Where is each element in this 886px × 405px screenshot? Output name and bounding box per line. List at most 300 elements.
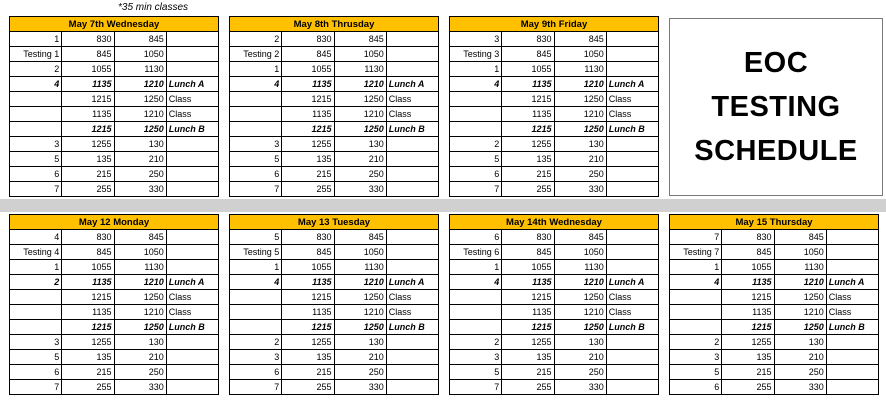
end-time-cell: 1210: [554, 305, 606, 320]
lunch-cell: [386, 260, 438, 275]
schedule-table: [669, 214, 879, 395]
schedule-row: [670, 245, 879, 260]
period-cell: 6: [450, 167, 502, 182]
start-time-cell: 1135: [62, 275, 114, 290]
lunch-cell: [826, 365, 878, 380]
lunch-cell: [386, 230, 438, 245]
lunch-cell: [386, 137, 438, 152]
period-cell: [450, 122, 502, 137]
end-time-cell: 1050: [114, 245, 166, 260]
lunch-cell: Lunch A: [826, 275, 878, 290]
schedule-row: [10, 77, 219, 92]
end-time-cell: 1050: [554, 47, 606, 62]
end-time-cell: 1250: [334, 92, 386, 107]
period-cell: [670, 290, 722, 305]
lunch-cell: [166, 152, 218, 167]
end-time-cell: 1210: [334, 107, 386, 122]
period-cell: 2: [450, 335, 502, 350]
start-time-cell: 845: [282, 245, 334, 260]
schedule-row: [10, 137, 219, 152]
lunch-cell: [606, 152, 658, 167]
lunch-cell: [166, 47, 218, 62]
lunch-cell: [826, 335, 878, 350]
lunch-cell: [166, 62, 218, 77]
end-time-cell: 1250: [334, 320, 386, 335]
lunch-cell: [386, 62, 438, 77]
period-cell: [670, 320, 722, 335]
end-time-cell: 845: [334, 230, 386, 245]
period-cell: [230, 92, 282, 107]
start-time-cell: 845: [502, 47, 554, 62]
period-cell: 5: [10, 350, 62, 365]
lunch-cell: [386, 152, 438, 167]
start-time-cell: 830: [282, 32, 334, 47]
start-time-cell: 845: [62, 245, 114, 260]
schedule-row: [230, 290, 439, 305]
lunch-cell: [606, 230, 658, 245]
period-cell: [10, 305, 62, 320]
end-time-cell: 1250: [334, 290, 386, 305]
lunch-cell: [386, 32, 438, 47]
period-cell: 7: [10, 182, 62, 197]
lunch-cell: Class: [386, 92, 438, 107]
lunch-cell: Lunch B: [826, 320, 878, 335]
schedule-row: [10, 92, 219, 107]
day-header: May 7th Wednesday: [10, 17, 219, 32]
end-time-cell: 1130: [554, 260, 606, 275]
start-time-cell: 255: [282, 380, 334, 395]
start-time-cell: 1255: [62, 335, 114, 350]
schedule-row: [10, 47, 219, 62]
period-cell: 1: [450, 62, 502, 77]
schedule-row: [10, 245, 219, 260]
end-time-cell: 1050: [334, 245, 386, 260]
end-time-cell: 1130: [334, 260, 386, 275]
schedule-row: [670, 380, 879, 395]
start-time-cell: 1255: [722, 335, 774, 350]
end-time-cell: 1130: [114, 62, 166, 77]
lunch-cell: [606, 62, 658, 77]
start-time-cell: 1135: [62, 107, 114, 122]
schedule-table: [449, 16, 659, 197]
end-time-cell: 1250: [554, 290, 606, 305]
day-header: May 15 Thursday: [670, 215, 879, 230]
lunch-cell: Class: [166, 290, 218, 305]
schedule-row: [230, 62, 439, 77]
end-time-cell: 330: [114, 182, 166, 197]
start-time-cell: 1215: [62, 92, 114, 107]
period-cell: [450, 92, 502, 107]
period-cell: 4: [230, 77, 282, 92]
start-time-cell: 1055: [502, 260, 554, 275]
end-time-cell: 845: [774, 230, 826, 245]
end-time-cell: 250: [114, 167, 166, 182]
end-time-cell: 1210: [114, 305, 166, 320]
period-cell: [450, 107, 502, 122]
lunch-cell: [606, 245, 658, 260]
start-time-cell: 1135: [282, 107, 334, 122]
end-time-cell: 1210: [774, 305, 826, 320]
start-time-cell: 255: [62, 380, 114, 395]
lunch-cell: [166, 350, 218, 365]
start-time-cell: 1135: [502, 305, 554, 320]
lunch-cell: [826, 230, 878, 245]
schedule-row: [230, 230, 439, 245]
lunch-cell: [166, 182, 218, 197]
start-time-cell: 830: [62, 230, 114, 245]
period-cell: [230, 290, 282, 305]
lunch-cell: [826, 380, 878, 395]
lunch-cell: Lunch B: [386, 320, 438, 335]
schedule-row: [10, 365, 219, 380]
lunch-cell: Lunch B: [166, 320, 218, 335]
schedule-row: [230, 335, 439, 350]
start-time-cell: 830: [282, 230, 334, 245]
start-time-cell: 215: [62, 167, 114, 182]
start-time-cell: 1055: [502, 62, 554, 77]
day-header: May 8th Thrusday: [230, 17, 439, 32]
schedule-table: [449, 214, 659, 395]
start-time-cell: 215: [502, 167, 554, 182]
start-time-cell: 1135: [722, 305, 774, 320]
end-time-cell: 1250: [554, 92, 606, 107]
start-time-cell: 1215: [282, 122, 334, 137]
schedule-row: [230, 122, 439, 137]
schedule-table: [229, 16, 439, 197]
start-time-cell: 1055: [62, 62, 114, 77]
lunch-cell: [166, 380, 218, 395]
schedule-row: [450, 107, 659, 122]
period-cell: [10, 92, 62, 107]
start-time-cell: 1055: [282, 260, 334, 275]
schedule-row: [450, 365, 659, 380]
end-time-cell: 210: [114, 350, 166, 365]
start-time-cell: 1255: [502, 335, 554, 350]
start-time-cell: 845: [722, 245, 774, 260]
period-cell: 1: [10, 32, 62, 47]
period-cell: 7: [670, 230, 722, 245]
end-time-cell: 1210: [114, 107, 166, 122]
end-time-cell: 1050: [114, 47, 166, 62]
start-time-cell: 830: [502, 32, 554, 47]
schedule-row: [230, 182, 439, 197]
lunch-cell: Lunch B: [606, 122, 658, 137]
class-length-note: *35 min classes: [118, 2, 189, 13]
period-cell: [450, 320, 502, 335]
start-time-cell: 255: [502, 182, 554, 197]
period-cell: 1: [670, 260, 722, 275]
schedule-table: [229, 214, 439, 395]
lunch-cell: [826, 245, 878, 260]
schedule-row: [10, 305, 219, 320]
schedule-row: [450, 152, 659, 167]
schedule-row: [450, 245, 659, 260]
period-cell: 4: [450, 275, 502, 290]
end-time-cell: 210: [554, 350, 606, 365]
start-time-cell: 1135: [502, 107, 554, 122]
end-time-cell: 1250: [114, 290, 166, 305]
lunch-cell: Class: [826, 290, 878, 305]
end-time-cell: 250: [334, 167, 386, 182]
end-time-cell: 130: [114, 137, 166, 152]
period-cell: 7: [10, 380, 62, 395]
lunch-cell: [386, 365, 438, 380]
period-cell: [450, 290, 502, 305]
period-cell: [230, 107, 282, 122]
lunch-cell: [166, 230, 218, 245]
schedule-row: [230, 275, 439, 290]
period-cell: 6: [10, 365, 62, 380]
start-time-cell: 1055: [722, 260, 774, 275]
schedule-row: [10, 335, 219, 350]
schedule-row: [670, 290, 879, 305]
period-cell: [670, 305, 722, 320]
period-cell: 3: [450, 32, 502, 47]
start-time-cell: 1215: [722, 320, 774, 335]
lunch-cell: [166, 365, 218, 380]
start-time-cell: 135: [282, 350, 334, 365]
end-time-cell: 210: [334, 350, 386, 365]
start-time-cell: 255: [282, 182, 334, 197]
lunch-cell: Lunch B: [606, 320, 658, 335]
period-cell: 6: [230, 167, 282, 182]
period-cell: 2: [450, 137, 502, 152]
schedule-row: [230, 32, 439, 47]
start-time-cell: 135: [282, 152, 334, 167]
lunch-cell: [386, 245, 438, 260]
end-time-cell: 1210: [334, 77, 386, 92]
period-cell: 3: [230, 350, 282, 365]
end-time-cell: 250: [554, 167, 606, 182]
lunch-cell: [826, 260, 878, 275]
title-line-2: TESTING: [711, 91, 841, 123]
period-cell: [230, 122, 282, 137]
schedule-table: [9, 214, 219, 395]
period-cell: [10, 122, 62, 137]
schedule-row: [230, 92, 439, 107]
period-cell: 2: [230, 32, 282, 47]
schedule-table: [9, 16, 219, 197]
start-time-cell: 1135: [282, 305, 334, 320]
start-time-cell: 1135: [502, 275, 554, 290]
end-time-cell: 1210: [554, 107, 606, 122]
start-time-cell: 830: [502, 230, 554, 245]
start-time-cell: 1135: [282, 77, 334, 92]
start-time-cell: 1255: [502, 137, 554, 152]
schedule-row: [230, 350, 439, 365]
schedule-row: [450, 380, 659, 395]
lunch-cell: [606, 167, 658, 182]
lunch-cell: [606, 137, 658, 152]
period-cell: 4: [230, 275, 282, 290]
schedule-row: [230, 137, 439, 152]
lunch-cell: [386, 167, 438, 182]
schedule-row: [10, 182, 219, 197]
period-cell: 4: [10, 230, 62, 245]
period-cell: Testing 4: [10, 245, 62, 260]
lunch-cell: Lunch A: [606, 275, 658, 290]
day-header: May 9th Friday: [450, 17, 659, 32]
schedule-row: [450, 290, 659, 305]
period-cell: [230, 305, 282, 320]
schedule-row: [10, 122, 219, 137]
period-cell: 3: [10, 137, 62, 152]
end-time-cell: 330: [334, 182, 386, 197]
start-time-cell: 135: [62, 350, 114, 365]
end-time-cell: 845: [554, 32, 606, 47]
period-cell: 6: [230, 365, 282, 380]
end-time-cell: 1050: [554, 245, 606, 260]
lunch-cell: Class: [386, 290, 438, 305]
start-time-cell: 135: [62, 152, 114, 167]
schedule-row: [10, 230, 219, 245]
lunch-cell: [606, 365, 658, 380]
period-cell: 2: [670, 335, 722, 350]
period-cell: Testing 5: [230, 245, 282, 260]
start-time-cell: 255: [502, 380, 554, 395]
schedule-row: [230, 365, 439, 380]
period-cell: 6: [10, 167, 62, 182]
end-time-cell: 1210: [554, 275, 606, 290]
schedule-row: [450, 92, 659, 107]
start-time-cell: 1255: [282, 137, 334, 152]
schedule-row: [230, 245, 439, 260]
section-divider: [0, 199, 886, 212]
start-time-cell: 215: [282, 167, 334, 182]
end-time-cell: 130: [554, 137, 606, 152]
end-time-cell: 1130: [554, 62, 606, 77]
end-time-cell: 330: [114, 380, 166, 395]
lunch-cell: [826, 350, 878, 365]
start-time-cell: 1215: [62, 320, 114, 335]
lunch-cell: [606, 350, 658, 365]
period-cell: 7: [450, 380, 502, 395]
period-cell: 3: [450, 350, 502, 365]
period-cell: 4: [450, 77, 502, 92]
schedule-row: [10, 62, 219, 77]
end-time-cell: 845: [554, 230, 606, 245]
end-time-cell: 1050: [334, 47, 386, 62]
end-time-cell: 1250: [114, 92, 166, 107]
schedule-row: [450, 77, 659, 92]
start-time-cell: 1215: [502, 92, 554, 107]
lunch-cell: Lunch B: [166, 122, 218, 137]
schedule-row: [450, 335, 659, 350]
start-time-cell: 1215: [282, 290, 334, 305]
lunch-cell: Class: [606, 92, 658, 107]
start-time-cell: 255: [62, 182, 114, 197]
start-time-cell: 1255: [282, 335, 334, 350]
start-time-cell: 215: [62, 365, 114, 380]
period-cell: Testing 7: [670, 245, 722, 260]
lunch-cell: Class: [606, 290, 658, 305]
start-time-cell: 135: [722, 350, 774, 365]
schedule-row: [450, 260, 659, 275]
title-line-3: SCHEDULE: [694, 135, 858, 167]
schedule-row: [10, 275, 219, 290]
start-time-cell: 1135: [502, 77, 554, 92]
schedule-row: [670, 320, 879, 335]
end-time-cell: 1210: [114, 77, 166, 92]
schedule-row: [10, 320, 219, 335]
start-time-cell: 1215: [722, 290, 774, 305]
period-cell: 3: [10, 335, 62, 350]
lunch-cell: [606, 380, 658, 395]
lunch-cell: [166, 167, 218, 182]
schedule-row: [10, 350, 219, 365]
day-header: May 14th Wednesday: [450, 215, 659, 230]
schedule-row: [670, 305, 879, 320]
schedule-row: [450, 320, 659, 335]
start-time-cell: 1135: [722, 275, 774, 290]
end-time-cell: 130: [774, 335, 826, 350]
schedule-row: [230, 107, 439, 122]
title-box: [669, 18, 883, 196]
period-cell: 5: [230, 152, 282, 167]
schedule-row: [670, 230, 879, 245]
title-line-1: EOC: [743, 47, 809, 79]
period-cell: 7: [230, 380, 282, 395]
start-time-cell: 1215: [282, 92, 334, 107]
end-time-cell: 130: [554, 335, 606, 350]
schedule-row: [450, 350, 659, 365]
period-cell: 5: [450, 152, 502, 167]
end-time-cell: 1130: [334, 62, 386, 77]
period-cell: [10, 290, 62, 305]
schedule-row: [10, 260, 219, 275]
end-time-cell: 250: [334, 365, 386, 380]
start-time-cell: 215: [282, 365, 334, 380]
start-time-cell: 1135: [282, 275, 334, 290]
schedule-row: [230, 77, 439, 92]
lunch-cell: [166, 32, 218, 47]
end-time-cell: 330: [774, 380, 826, 395]
schedule-row: [670, 350, 879, 365]
start-time-cell: 1215: [282, 320, 334, 335]
period-cell: 1: [10, 260, 62, 275]
end-time-cell: 130: [334, 335, 386, 350]
lunch-cell: [386, 380, 438, 395]
start-time-cell: 1215: [502, 320, 554, 335]
lunch-cell: [386, 350, 438, 365]
end-time-cell: 1250: [774, 320, 826, 335]
period-cell: 7: [450, 182, 502, 197]
start-time-cell: 255: [722, 380, 774, 395]
schedule-row: [450, 230, 659, 245]
lunch-cell: Lunch A: [606, 77, 658, 92]
end-time-cell: 210: [554, 152, 606, 167]
schedule-row: [450, 137, 659, 152]
period-cell: 4: [670, 275, 722, 290]
start-time-cell: 215: [502, 365, 554, 380]
day-header: May 13 Tuesday: [230, 215, 439, 230]
lunch-cell: [606, 260, 658, 275]
schedule-row: [10, 152, 219, 167]
lunch-cell: Lunch A: [166, 77, 218, 92]
period-cell: 5: [670, 365, 722, 380]
period-cell: 5: [230, 230, 282, 245]
period-cell: 2: [230, 335, 282, 350]
schedule-row: [230, 380, 439, 395]
period-cell: 3: [670, 350, 722, 365]
end-time-cell: 845: [334, 32, 386, 47]
end-time-cell: 330: [554, 380, 606, 395]
end-time-cell: 1250: [554, 320, 606, 335]
period-cell: 1: [230, 260, 282, 275]
start-time-cell: 135: [502, 152, 554, 167]
end-time-cell: 210: [774, 350, 826, 365]
end-time-cell: 210: [334, 152, 386, 167]
